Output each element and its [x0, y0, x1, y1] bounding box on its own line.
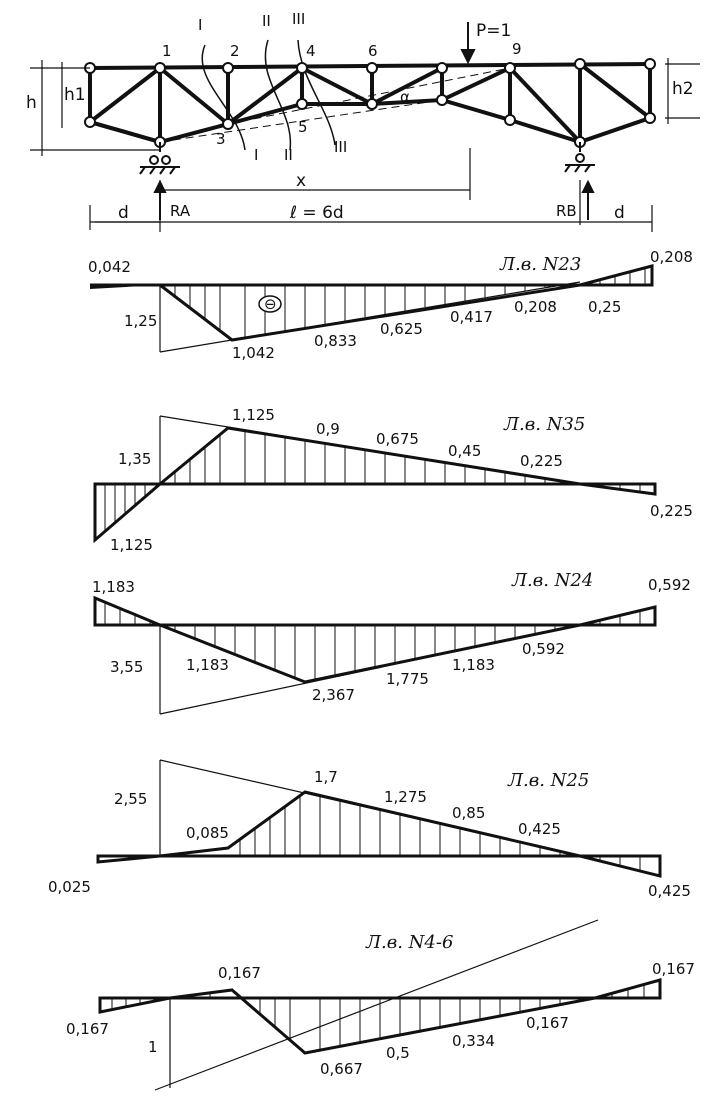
title-n4-6: Л.в. N4-6: [366, 932, 454, 953]
section-I-bottom: I: [254, 146, 259, 164]
value-0334: 0,334: [452, 1032, 495, 1050]
node-9: 9: [512, 40, 522, 58]
label-x: x: [296, 171, 307, 191]
label-h1: h1: [64, 85, 86, 105]
value-1042: 1,042: [232, 344, 275, 362]
node-5: 5: [298, 118, 308, 136]
value-085: 0,85: [452, 804, 486, 822]
label-rb: RB: [556, 202, 577, 220]
node-6: 6: [368, 42, 378, 60]
section-II-bottom: II: [284, 146, 293, 164]
section-III-top: III: [292, 10, 306, 28]
influence-line-n25: [48, 760, 691, 900]
value-0167-left: 0,167: [66, 1020, 109, 1038]
value-0085: 0,085: [186, 824, 229, 842]
value-255: 2,55: [114, 790, 148, 808]
label-d-right: d: [614, 203, 625, 223]
title-n35: Л.в. N35: [504, 414, 586, 435]
value-125: 1,25: [124, 312, 158, 330]
value-0625: 0,625: [380, 320, 423, 338]
section-II-top: II: [262, 12, 271, 30]
value-0025: 0,025: [48, 878, 91, 896]
value-355: 3,55: [110, 658, 144, 676]
value-0592-b: 0,592: [648, 576, 691, 594]
value-0167-right: 0,167: [652, 960, 695, 978]
value-1183-left: 1,183: [92, 578, 135, 596]
node-3: 3: [216, 130, 226, 148]
area-positive: [580, 266, 652, 285]
title-n23: Л.в. N23: [500, 254, 582, 275]
value-2367: 2,367: [312, 686, 355, 704]
area-left: [100, 998, 170, 1012]
influence-line-n24: [92, 570, 691, 714]
value-0425-b: 0,425: [648, 882, 691, 900]
title-n25: Л.в. N25: [508, 770, 590, 791]
hatching: [240, 796, 640, 871]
height-dimensions: [30, 58, 700, 156]
value-135: 1,35: [118, 450, 152, 468]
label-ra: RA: [170, 202, 191, 220]
value-1125-top: 1,125: [232, 406, 275, 424]
value-0675: 0,675: [376, 430, 419, 448]
value-17: 1,7: [314, 768, 338, 786]
value-1183-a: 1,183: [186, 656, 229, 674]
value-1775: 1,775: [386, 670, 429, 688]
value-0225-top: 0,225: [520, 452, 563, 470]
value-0667: 0,667: [320, 1060, 363, 1078]
value-09: 0,9: [316, 420, 340, 438]
section-I-top: I: [198, 16, 203, 34]
value-0225-bottom: 0,225: [650, 502, 693, 520]
section-III-bottom: III: [334, 138, 348, 156]
value-0208-a: 0,208: [514, 298, 557, 316]
value-045: 0,45: [448, 442, 482, 460]
value-1: 1: [148, 1038, 158, 1056]
value-1125-bottom: 1,125: [110, 536, 153, 554]
value-1183-b: 1,183: [452, 656, 495, 674]
label-h2: h2: [672, 79, 694, 99]
truss-scheme: [26, 10, 700, 232]
value-0592-a: 0,592: [522, 640, 565, 658]
area-left: [98, 856, 160, 862]
area-right: [580, 484, 655, 494]
node-2: 2: [230, 42, 240, 60]
influence-line-n4-6: [66, 920, 695, 1090]
node-4: 4: [306, 42, 316, 60]
value-0167-mid: 0,167: [526, 1014, 569, 1032]
node-1: 1: [162, 42, 172, 60]
area-right: [580, 607, 655, 625]
ordinate-line: [160, 282, 580, 352]
label-span: ℓ = 6d: [290, 203, 344, 223]
value-05: 0,5: [386, 1044, 410, 1062]
value-1275: 1,275: [384, 788, 427, 806]
label-h: h: [26, 93, 37, 113]
support-a: [140, 142, 180, 174]
title-n24: Л.в. N24: [512, 570, 594, 591]
support-b: [565, 142, 595, 172]
label-alpha: α: [400, 88, 410, 106]
value-0042: 0,042: [88, 258, 131, 276]
value-0167-top: 0,167: [218, 964, 261, 982]
sign-negative: ⊖: [264, 295, 277, 313]
value-0208-b: 0,208: [650, 248, 693, 266]
value-0425-a: 0,425: [518, 820, 561, 838]
influence-line-n35: [95, 406, 693, 554]
reaction-arrows: [155, 182, 593, 220]
label-load: P=1: [476, 21, 512, 41]
load-arrow: [462, 22, 474, 62]
area-main: [160, 428, 580, 484]
value-025: 0,25: [588, 298, 622, 316]
label-d-left: d: [118, 203, 129, 223]
value-0417: 0,417: [450, 308, 493, 326]
value-0833: 0,833: [314, 332, 357, 350]
influence-line-n23: [88, 248, 693, 362]
